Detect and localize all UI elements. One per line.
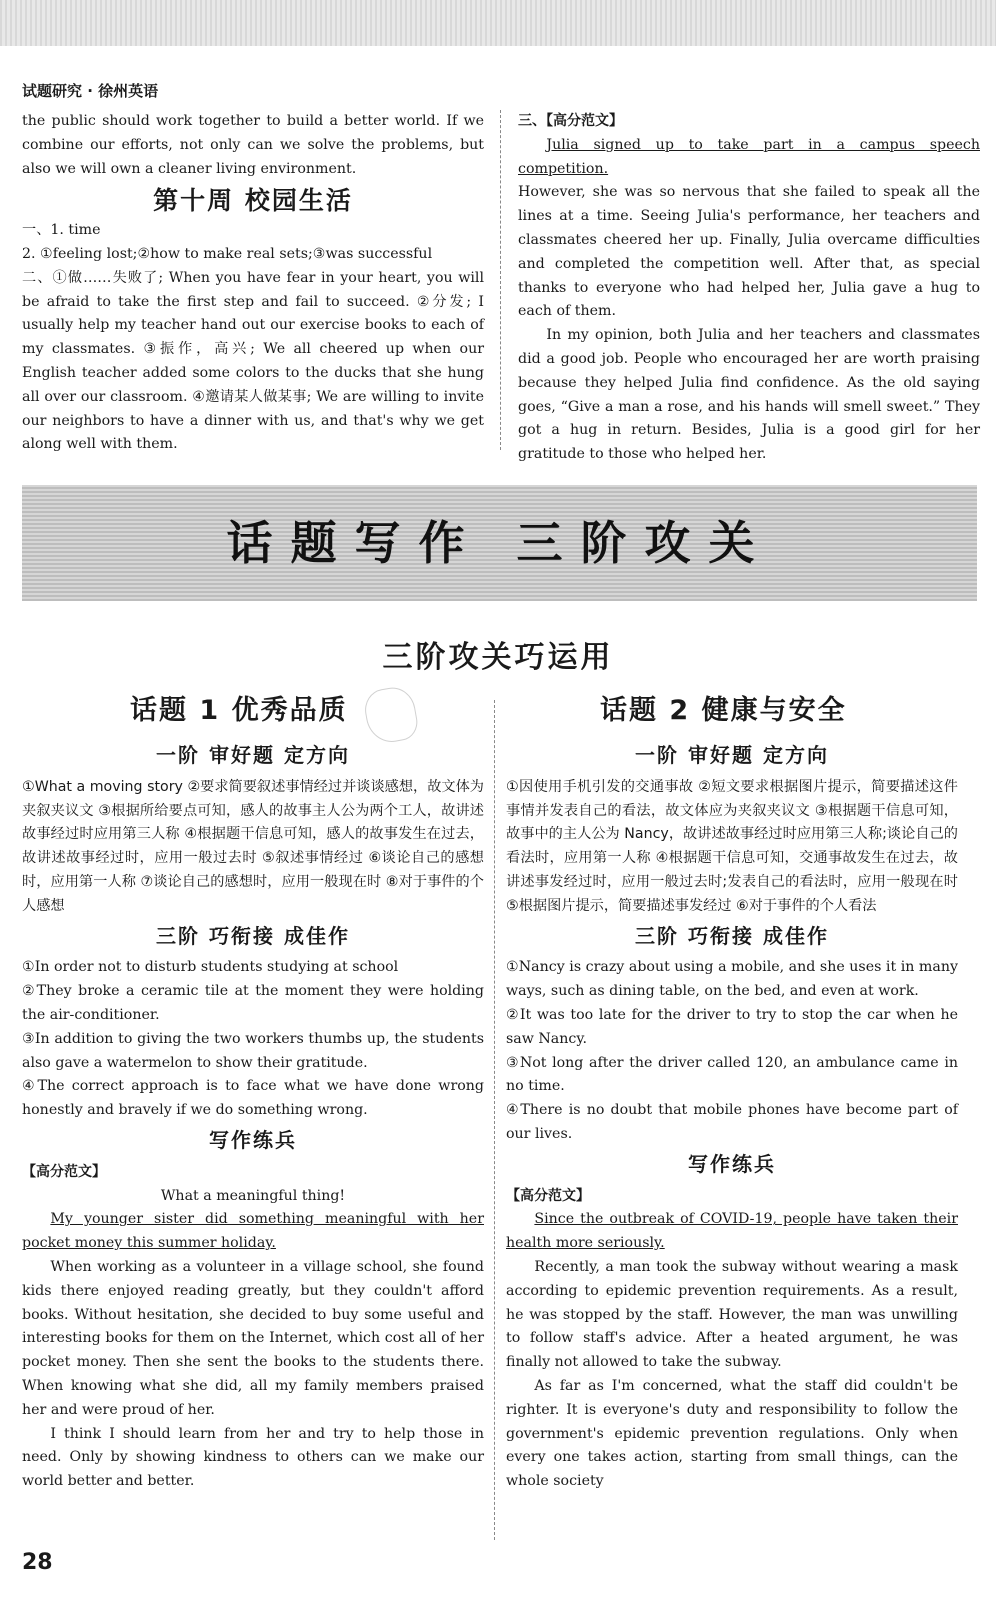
topic-1-title: 话题 1 优秀品质 [130, 695, 348, 726]
week-title: 第十周 校园生活 [153, 186, 353, 216]
stage-3-item: ③Not long after the driver called 120, an ambulance came in no time. [506, 1054, 958, 1095]
stage-1-text: ①因使用手机引发的交通事故 ②短文要求根据图片提示，简要描述这件事情并发表自己的看法，故文体应为夹叙夹议文 ③根据题干信息可知，故事中的主人公为 Nancy，故讲述故事经过时应用第三人称;谈论自己的看法时，应用第一人称 ④根据题干信息可知，交通事故发生在过去，故讲述事发经过时，应用一般过去时;发表自己的看法时，应用一般现在时 ⑤根据图片提示，简要描述事发经过 ⑥对于事件的个人看法 [506, 778, 958, 914]
stage-3-item: ①Nancy is crazy about using a mobile, and she uses it in many ways, such as dining table, on the bed, and even at work. [506, 959, 958, 1000]
stage-1-heading: 一阶 审好题 定方向 [635, 743, 829, 767]
stage-3-item: ②It was too late for the driver to try to stop the car when he saw Nancy. [506, 1006, 958, 1047]
page-number: 28 [22, 1550, 53, 1575]
answer-paragraph: the public should work together to build a better world. If we combine our efforts, not only can we solve the problems, but also we will own a cleaner living environment. [22, 113, 484, 177]
topic-2-column [506, 738, 958, 1494]
essay-paragraph: As far as I'm concerned, what the staff did couldn't be righter. It is everyone's duty and responsibility to follow the government's epidemic prevention regulations. Only when every one takes action, starting from small things, can the whole society [506, 1377, 958, 1490]
topic-1-column [22, 738, 484, 1494]
banner-title: 话题写作 三阶攻关 [226, 516, 773, 570]
underlined-sentence: Since the outbreak of COVID-19, people have taken their health more seriously. [506, 1211, 958, 1252]
practice-heading: 写作练兵 [688, 1151, 776, 1176]
top-left-column [22, 110, 484, 457]
essay-title: What a meaningful thing! [160, 1187, 346, 1204]
model-essay-label: 【高分范文】 [22, 1163, 106, 1180]
stage-1-text: ①What a moving story ②要求简要叙述事情经过并谈谈感想，故文体为夹叙夹议文 ③根据所给要点可知，感人的故事主人公为两个工人，故讲述故事经过时应用第三人称 ④根据题干信息可知，感人的故事发生在过去，故讲述故事经过时，应用一般过去时 ⑤叙述事情经过 ⑥谈论自己的感想时，应用第一人称 ⑦谈论自己的感想时，应用一般现在时 ⑧对于事件的个人感想 [22, 778, 484, 914]
stage-1-heading: 一阶 审好题 定方向 [156, 743, 350, 767]
running-header: 试题研究 · 徐州英语 [22, 82, 159, 100]
top-right-column [518, 110, 980, 467]
stage-3-item: ④The correct approach is to face what we have done wrong honestly and bravely if we do something wrong. [22, 1078, 484, 1119]
essay-paragraph: When working as a volunteer in a village school, she found kids there enjoyed reading greatly, but they couldn't afford books. Without hesitation, she decided to buy some useful and interesting books for them on the Internet, which cost all of her pocket money. Then she sent the books to the students there. When knowing what she did, all my family members praised her and were proud of her. [22, 1258, 484, 1418]
topic-2-title: 话题 2 健康与安全 [600, 695, 847, 726]
column-divider [494, 700, 495, 1540]
answer-line: 二、①做……失败了; When you have fear in your heart, you will be afraid to take the first step and fail to succeed. ②分发; I usually help my teacher hand out our exercise books to each of my classmates. ③振作，高兴; We all cheered up when our English teacher added some colors to the ducks that she hung all over our classroom. ④邀请某人做某事; We are willing to invite our neighbors to have a dinner with us, and that's why we get along well with them. [22, 269, 484, 453]
underlined-sentence: My younger sister did something meaningful with her pocket money this summer holiday. [22, 1211, 484, 1252]
stage-3-item: ①In order not to disturb students studying at school [22, 959, 399, 976]
answer-line: 一、1. time [22, 222, 101, 239]
stage-3-item: ②They broke a ceramic tile at the moment they were holding the air-conditioner. [22, 983, 484, 1023]
answer-line: 2. ①feeling lost;②how to make real sets;③was successful [22, 245, 433, 262]
top-gray-bar [0, 0, 996, 46]
essay-paragraph: In my opinion, both Julia and her teachers and classmates did a good job. People who encouraged her are worth praising because they helped Julia find confidence. As the old saying goes, “Give a man a rose, and his hands will smell sweet.” They got a hug in return. Besides, Julia is a good girl for her gratitude to those who helped her. [518, 327, 980, 463]
underlined-sentence: Julia signed up to take part in a campus speech competition. [518, 136, 980, 177]
model-essay-label: 【高分范文】 [506, 1187, 590, 1204]
stage-3-heading: 三阶 巧衔接 成佳作 [156, 923, 350, 948]
practice-heading: 写作练兵 [209, 1127, 297, 1152]
section-title: 三阶攻关巧运用 [382, 640, 614, 675]
stage-3-heading: 三阶 巧衔接 成佳作 [635, 923, 829, 948]
section-banner [22, 485, 977, 601]
stage-3-item: ④There is no doubt that mobile phones have become part of our lives. [506, 1102, 958, 1142]
stamp-logo [362, 684, 421, 746]
essay-paragraph: Recently, a man took the subway without wearing a mask according to epidemic prevention requirements. As a result, he was stopped by the staff. However, the man was unwilling to follow staff's advice. After a heated argument, he was finally not allowed to take the subway. [506, 1258, 958, 1371]
model-essay-label: 三、【高分范文】 [518, 113, 623, 129]
essay-paragraph: However, she was so nervous that she failed to speak all the lines at a time. Seeing Julia's performance, her teachers and classmates cheered her up. Finally, Julia overcame difficulties and completed the competition well. After that, as special thanks to everyone who had helped her, Julia gave a hug to each of them. [518, 184, 980, 320]
column-divider [500, 110, 501, 450]
essay-paragraph: I think I should learn from her and try to help those in need. Only by showing kindness to others can we make our world better and better. [22, 1425, 484, 1490]
stage-3-item: ③In addition to giving the two workers thumbs up, the students also gave a watermelon to show their gratitude. [22, 1030, 484, 1071]
